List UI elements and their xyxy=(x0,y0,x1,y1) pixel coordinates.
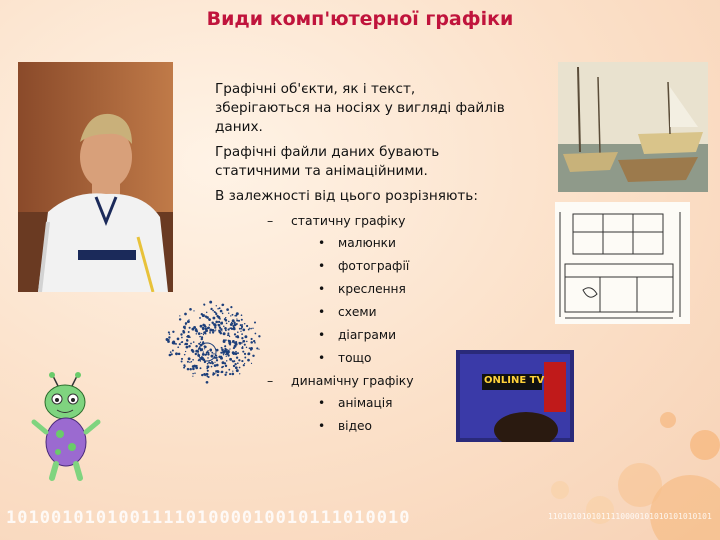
paragraph-1: Графічні об'єкти, як і текст, зберігаються на носіях у вигляді файлів даних. xyxy=(215,81,505,135)
paragraph-3: В залежності від цього розрізняють: xyxy=(215,188,478,204)
list-item: • малюнки xyxy=(318,236,396,250)
list-item: • тощо xyxy=(318,351,372,365)
paragraph-2: Графічні файли даних бувають статичними та анімаційними. xyxy=(215,144,440,179)
alien-cartoon xyxy=(30,372,102,482)
slide-title: Види комп'ютерної графіки xyxy=(206,8,514,30)
list-item: • анімація xyxy=(318,396,393,410)
list-item: • діаграми xyxy=(318,328,397,342)
tv-logo-text: ONLINE TV xyxy=(484,375,545,386)
list-item: • фотографії xyxy=(318,259,410,273)
binary-small-text: 1101010101011110000101010101010101 xyxy=(548,512,712,521)
dynamic-graphics-item: – динамічну графіку xyxy=(267,373,414,388)
list-item: • схеми xyxy=(318,305,377,319)
list-item: • креслення xyxy=(318,282,406,296)
dynamic-graphics-label: динамічну графіку xyxy=(291,373,414,388)
boats-painting xyxy=(558,62,708,192)
player-photo xyxy=(18,62,173,292)
slide-body xyxy=(215,80,505,440)
static-graphics-item: – статичну графіку xyxy=(267,213,406,228)
binary-strip xyxy=(0,490,720,540)
list-item: • відео xyxy=(318,419,372,433)
static-graphics-label: статичну графіку xyxy=(291,213,406,228)
binary-large-text: 101001010100111101000010010111010010 xyxy=(6,508,411,528)
technical-drawing xyxy=(555,202,690,324)
